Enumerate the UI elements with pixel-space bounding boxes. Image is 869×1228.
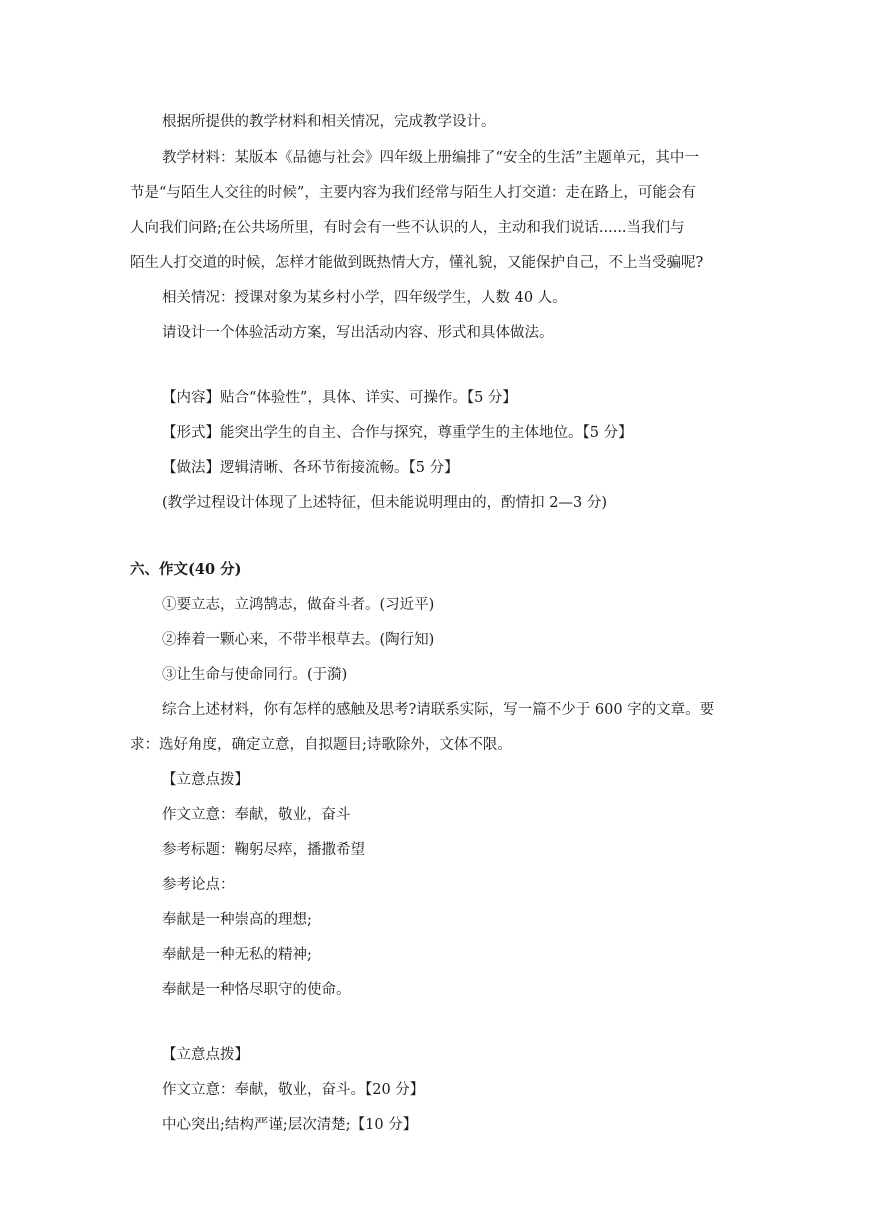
scoring-structure: 中心突出;结构严谨;层次清楚;【10 分】 xyxy=(162,1117,418,1133)
rubric-method: 【做法】逻辑清晰、各环节衔接流畅。【5 分】 xyxy=(162,460,459,476)
material-line-1: 教学材料：某版本《品德与社会》四年级上册编排了“安全的生活”主题单元，其中一 xyxy=(162,150,699,166)
scoring-theme: 作文立意：奉献，敬业，奋斗。【20 分】 xyxy=(162,1082,425,1098)
quote-1: ①要立志，立鸿鹄志，做奋斗者。(习近平) xyxy=(162,597,435,613)
scoring-guide-title: 【立意点拨】 xyxy=(162,1047,249,1063)
material-line-3: 人向我们问路;在公共场所里，有时会有一些不认识的人，主动和我们说话......当我们与 xyxy=(130,220,685,236)
rubric-note: (教学过程设计体现了上述特征，但未能说明理由的，酌情扣 2—3 分) xyxy=(162,495,607,511)
quote-2: ②捧着一颗心来，不带半根草去。(陶行知) xyxy=(162,632,435,648)
reference-point-3: 奉献是一种恪尽职守的使命。 xyxy=(162,982,351,998)
reference-point-2: 奉献是一种无私的精神; xyxy=(162,947,312,963)
reference-points-label: 参考论点： xyxy=(162,877,235,893)
task-paragraph: 请设计一个体验活动方案，写出活动内容、形式和具体做法。 xyxy=(162,325,554,341)
material-line-4: 陌生人打交道的时候，怎样才能做到既热情大方，懂礼貌，又能保护自己，不上当受骗呢? xyxy=(130,255,704,271)
reference-point-1: 奉献是一种崇高的理想; xyxy=(162,912,312,928)
prompt-line-1: 综合上述材料，你有怎样的感触及思考?请联系实际，写一篇不少于 600 字的文章。要 xyxy=(162,702,715,718)
reference-title: 参考标题：鞠躬尽瘁，播撒希望 xyxy=(162,842,365,858)
material-line-2: 节是“与陌生人交往的时候”，主要内容为我们经常与陌生人打交道：走在路上，可能会有 xyxy=(130,185,696,201)
section-heading: 六、作文(40 分) xyxy=(130,561,242,578)
intro-paragraph: 根据所提供的教学材料和相关情况，完成教学设计。 xyxy=(162,114,496,130)
rubric-content: 【内容】贴合“体验性”，具体、详实、可操作。【5 分】 xyxy=(162,390,517,406)
prompt-line-2: 求：选好角度，确定立意，自拟题目;诗歌除外，文体不限。 xyxy=(130,737,512,753)
guide-title: 【立意点拨】 xyxy=(162,772,249,788)
context-paragraph: 相关情况：授课对象为某乡村小学，四年级学生，人数 40 人。 xyxy=(162,290,567,306)
rubric-form: 【形式】能突出学生的自主、合作与探究，尊重学生的主体地位。【5 分】 xyxy=(162,425,633,441)
essay-theme: 作文立意：奉献，敬业，奋斗 xyxy=(162,807,351,823)
quote-3: ③让生命与使命同行。(于漪) xyxy=(162,667,348,683)
